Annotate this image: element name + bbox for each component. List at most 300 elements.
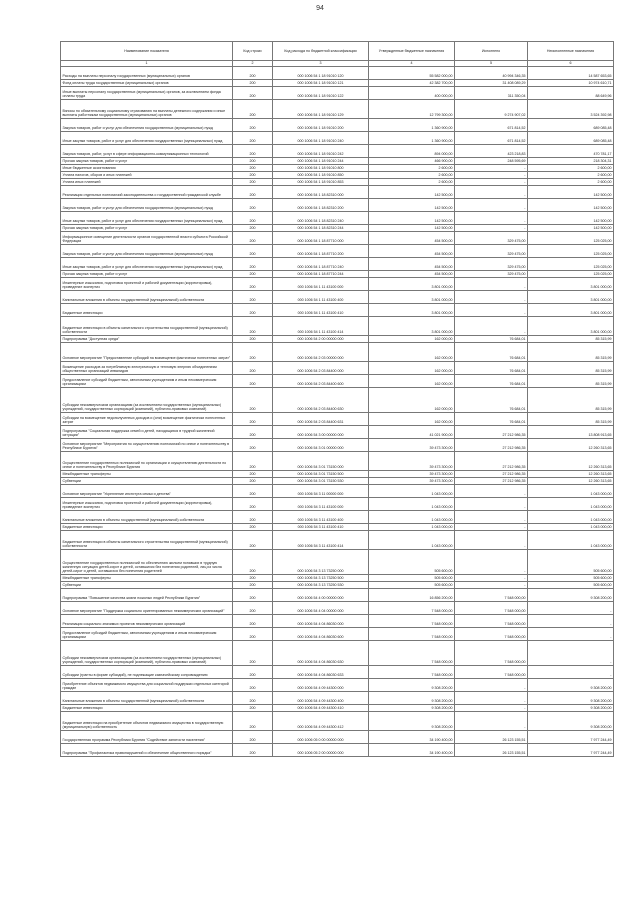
- table-row: [61, 374, 614, 387]
- row-approved-cell: 1 043 000,00: [369, 484, 455, 497]
- row-approved-cell: 454 500,00: [369, 244, 455, 257]
- row-name-cell: Подпрограмма "Социальная поддержка семей и детей, находящихся в трудной жизненной ситуации": [61, 425, 233, 438]
- row-line-code-cell: 200: [233, 157, 273, 164]
- row-approved-cell: 3 801 000,00: [369, 277, 455, 290]
- row-executed-cell: -: [455, 704, 528, 711]
- row-line-code-cell: 200: [233, 361, 273, 374]
- row-approved-cell: 454 500,00: [369, 231, 455, 244]
- row-executed-cell: -: [455, 523, 528, 530]
- row-name-cell: Иные выплаты персоналу государственных (муниципальных) органов, за исключением фонда оплаты труда: [61, 86, 233, 99]
- row-approved-cell: 7 548 000,00: [369, 640, 455, 665]
- row-line-code-cell: 200: [233, 387, 273, 412]
- row-executed-cell: 76 684,01: [455, 342, 528, 361]
- table-row: [61, 412, 614, 425]
- row-name-cell: Субсидии (гранты в форме субсидий), не подлежащие казначейскому сопровождению: [61, 665, 233, 678]
- row-unexecuted-cell: 9 308 200,00: [528, 678, 614, 691]
- row-line-code-cell: 200: [233, 231, 273, 244]
- row-unexecuted-cell: 470 781,17: [528, 144, 614, 157]
- row-executed-cell: -: [455, 549, 528, 574]
- row-line-code-cell: 200: [233, 627, 273, 640]
- row-approved-cell: 454 500,00: [369, 270, 455, 277]
- row-budget-code-cell: 000 1006 54 2 03 84400 600: [273, 374, 369, 387]
- row-line-code-cell: 200: [233, 601, 273, 614]
- row-unexecuted-cell: 85 315,99: [528, 387, 614, 412]
- column-number: 3: [273, 61, 369, 67]
- table-row: [61, 588, 614, 601]
- row-unexecuted-cell: 3 801 000,00: [528, 316, 614, 335]
- row-name-cell: Бюджетные инвестиции на приобретение объектов недвижимого имущества в государственную (муниципальную) собственность: [61, 711, 233, 730]
- header-unexecuted: Неисполненные назначения: [528, 42, 614, 61]
- row-unexecuted-cell: 85 315,99: [528, 342, 614, 361]
- row-executed-cell: -: [455, 678, 528, 691]
- row-line-code-cell: 200: [233, 211, 273, 224]
- row-approved-cell: 142 500,00: [369, 211, 455, 224]
- column-number: 4: [369, 61, 455, 67]
- row-budget-code-cell: 000 1006 54 4 04 86030 630: [273, 640, 369, 665]
- table-row: [61, 342, 614, 361]
- row-budget-code-cell: 000 1006 05 0 00 00000 000: [273, 730, 369, 743]
- row-name-cell: Информационное освещение деятельности органов государственной власти субъекта Российской Федерации: [61, 231, 233, 244]
- row-line-code-cell: 200: [233, 691, 273, 704]
- row-executed-cell: -: [455, 510, 528, 523]
- row-budget-code-cell: 000 1006 54 1 18 91010 240: [273, 131, 369, 144]
- row-name-cell: Уплата налогов, сборов и иных платежей: [61, 171, 233, 178]
- row-unexecuted-cell: 2 600,00: [528, 171, 614, 178]
- row-name-cell: Иные бюджетные ассигнования: [61, 164, 233, 171]
- row-name-cell: Возмещение расходов за потребляемую электрическую и тепловую энергию объединениям общественных организаций инвалидов: [61, 361, 233, 374]
- row-name-cell: Основное мероприятие "Мероприятия по осуществлению полномочий по опеке и попечительству в Республике Бурятия": [61, 438, 233, 451]
- row-approved-cell: 162 000,00: [369, 361, 455, 374]
- row-executed-cell: 329 475,00: [455, 231, 528, 244]
- row-name-cell: Капитальные вложения в объекты государственной (муниципальной) собственности: [61, 510, 233, 523]
- row-line-code-cell: 200: [233, 425, 273, 438]
- row-unexecuted-cell: 3 801 000,00: [528, 290, 614, 303]
- header-line-code: Код строки: [233, 42, 273, 61]
- table-row: [61, 66, 614, 79]
- row-name-cell: Расходы на выплаты персоналу государственных (муниципальных) органов: [61, 66, 233, 79]
- row-budget-code-cell: 000 1006 54 3 11 43100 400: [273, 510, 369, 523]
- table-row: [61, 730, 614, 743]
- row-executed-cell: 76 684,01: [455, 412, 528, 425]
- row-unexecuted-cell: 3 524 392,98: [528, 99, 614, 118]
- row-line-code-cell: 200: [233, 412, 273, 425]
- table-row: [61, 497, 614, 510]
- row-executed-cell: 7 548 000,00: [455, 665, 528, 678]
- row-budget-code-cell: 000 1006 54 4 04 00000 000: [273, 601, 369, 614]
- row-line-code-cell: 200: [233, 743, 273, 756]
- row-name-cell: Субсидии некоммерческим организациям (за исключением государственных (муниципальных) учреждений, государственных корпораций (компаний), публично-правовых компаний): [61, 640, 233, 665]
- table-row: [61, 640, 614, 665]
- row-name-cell: Фонд оплаты труда государственных (муниципальных) органов: [61, 79, 233, 86]
- table-row: [61, 270, 614, 277]
- row-budget-code-cell: 000 1006 54 1 18 91010 129: [273, 99, 369, 118]
- row-budget-code-cell: 000 1006 54 1 18 87710 244: [273, 270, 369, 277]
- row-name-cell: Бюджетные инвестиции: [61, 704, 233, 711]
- row-line-code-cell: 200: [233, 581, 273, 588]
- column-number: 2: [233, 61, 273, 67]
- row-budget-code-cell: 000 1006 54 3 11 43100 410: [273, 523, 369, 530]
- row-executed-cell: 7 548 000,00: [455, 588, 528, 601]
- row-unexecuted-cell: 88 649,96: [528, 86, 614, 99]
- row-name-cell: Закупка товаров, работ и услуг для обеспечения государственных (муниципальных) нужд: [61, 118, 233, 131]
- header-approved: Утвержденные бюджетные назначения: [369, 42, 455, 61]
- row-executed-cell: 671 814,52: [455, 131, 528, 144]
- row-unexecuted-cell: 12 260 313,65: [528, 470, 614, 477]
- row-approved-cell: 9 308 200,00: [369, 704, 455, 711]
- table-row: [61, 574, 614, 581]
- row-budget-code-cell: 000 1006 54 2 03 84400 630: [273, 387, 369, 412]
- row-unexecuted-cell: 7 977 244,49: [528, 743, 614, 756]
- row-unexecuted-cell: 125 025,00: [528, 270, 614, 277]
- row-budget-code-cell: 000 1006 54 3 11 00000 000: [273, 484, 369, 497]
- table-row: [61, 257, 614, 270]
- row-approved-cell: 162 000,00: [369, 335, 455, 342]
- row-unexecuted-cell: 505 600,00: [528, 549, 614, 574]
- row-budget-code-cell: 000 1006 54 1 11 43100 410: [273, 303, 369, 316]
- row-budget-code-cell: 000 1006 54 4 09 44300 410: [273, 704, 369, 711]
- row-approved-cell: 162 000,00: [369, 387, 455, 412]
- row-approved-cell: 1 360 900,00: [369, 131, 455, 144]
- row-budget-code-cell: 000 1006 54 4 04 86030 633: [273, 665, 369, 678]
- table-row: [61, 523, 614, 530]
- table-row: [61, 224, 614, 231]
- row-executed-cell: -: [455, 497, 528, 510]
- table-row: [61, 704, 614, 711]
- row-unexecuted-cell: 2 600,00: [528, 178, 614, 185]
- row-name-cell: Подпрограмма "Доступная среда": [61, 335, 233, 342]
- row-approved-cell: 894 000,00: [369, 144, 455, 157]
- row-unexecuted-cell: 3 801 000,00: [528, 303, 614, 316]
- row-unexecuted-cell: 125 025,00: [528, 244, 614, 257]
- row-executed-cell: -: [455, 171, 528, 178]
- row-unexecuted-cell: 505 600,00: [528, 581, 614, 588]
- row-approved-cell: 39 473 300,00: [369, 470, 455, 477]
- column-number: 1: [61, 61, 233, 67]
- row-approved-cell: 2 600,00: [369, 164, 455, 171]
- row-name-cell: Основное мероприятие "Предоставление субсидий на возмещение фактически понесенных затрат": [61, 342, 233, 361]
- row-executed-cell: -: [455, 211, 528, 224]
- row-name-cell: Межбюджетные трансферты: [61, 470, 233, 477]
- budget-execution-table: [60, 41, 614, 757]
- column-number: 6: [528, 61, 614, 67]
- row-budget-code-cell: 000 1006 54 1 11 43100 400: [273, 290, 369, 303]
- row-budget-code-cell: 000 1006 54 1 18 91010 853: [273, 178, 369, 185]
- table-row: [61, 118, 614, 131]
- row-executed-cell: -: [455, 290, 528, 303]
- row-unexecuted-cell: -: [528, 614, 614, 627]
- table-row: [61, 79, 614, 86]
- table-row: [61, 470, 614, 477]
- row-name-cell: Прочая закупка товаров, работ и услуг: [61, 157, 233, 164]
- row-name-cell: Субвенции: [61, 581, 233, 588]
- row-approved-cell: 505 600,00: [369, 574, 455, 581]
- row-unexecuted-cell: 1 043 000,00: [528, 523, 614, 530]
- table-row: [61, 86, 614, 99]
- row-name-cell: Основное мероприятие "Поддержка социально ориентированных некоммерческих организаций": [61, 601, 233, 614]
- row-budget-code-cell: 000 1006 54 1 18 91010 244: [273, 157, 369, 164]
- row-name-cell: Подпрограмма "Повышение качества жизни пожилых людей Республики Бурятия": [61, 588, 233, 601]
- table-row: [61, 477, 614, 484]
- row-unexecuted-cell: 142 500,00: [528, 198, 614, 211]
- table-row: [61, 316, 614, 335]
- row-budget-code-cell: 000 1006 54 4 00 00000 000: [273, 588, 369, 601]
- table-row: [61, 131, 614, 144]
- row-unexecuted-cell: 689 085,48: [528, 118, 614, 131]
- row-name-cell: Инженерные изыскания, подготовка проектной и рабочей документации (корректировка), проведение экспертиз: [61, 277, 233, 290]
- row-executed-cell: -: [455, 530, 528, 549]
- row-executed-cell: 27 212 986,35: [455, 438, 528, 451]
- table-row: [61, 510, 614, 523]
- row-executed-cell: 329 475,00: [455, 270, 528, 277]
- row-name-cell: Субвенции: [61, 477, 233, 484]
- row-approved-cell: 162 000,00: [369, 412, 455, 425]
- row-budget-code-cell: 000 1006 54 1 18 82310 244: [273, 224, 369, 231]
- table-row: [61, 290, 614, 303]
- row-budget-code-cell: 000 1006 54 1 18 82310 240: [273, 211, 369, 224]
- row-budget-code-cell: 000 1006 54 1 18 91010 242: [273, 144, 369, 157]
- row-unexecuted-cell: 218 304,31: [528, 157, 614, 164]
- row-unexecuted-cell: 3 801 000,00: [528, 277, 614, 290]
- row-unexecuted-cell: 12 260 313,65: [528, 451, 614, 470]
- row-name-cell: Приобретение объектов недвижимого имущества для социальной поддержки отдельных категорий граждан: [61, 678, 233, 691]
- row-name-cell: Иные закупки товаров, работ и услуг для обеспечения государственных (муниципальных) нужд: [61, 257, 233, 270]
- row-executed-cell: 7 548 000,00: [455, 601, 528, 614]
- table-row: [61, 335, 614, 342]
- row-executed-cell: 76 684,01: [455, 374, 528, 387]
- row-line-code-cell: 200: [233, 484, 273, 497]
- row-executed-cell: 31 408 089,29: [455, 79, 528, 86]
- row-unexecuted-cell: 125 025,00: [528, 257, 614, 270]
- row-approved-cell: 142 500,00: [369, 198, 455, 211]
- row-budget-code-cell: 000 1006 54 4 04 86030 600: [273, 627, 369, 640]
- row-approved-cell: 9 308 200,00: [369, 691, 455, 704]
- row-executed-cell: -: [455, 224, 528, 231]
- row-unexecuted-cell: 9 308 200,00: [528, 588, 614, 601]
- row-unexecuted-cell: 7 977 244,49: [528, 730, 614, 743]
- row-approved-cell: 39 473 300,00: [369, 438, 455, 451]
- row-line-code-cell: 200: [233, 523, 273, 530]
- row-approved-cell: 1 043 000,00: [369, 497, 455, 510]
- row-unexecuted-cell: 85 315,99: [528, 361, 614, 374]
- row-unexecuted-cell: 9 308 200,00: [528, 711, 614, 730]
- row-unexecuted-cell: -: [528, 640, 614, 665]
- page-number: 94: [316, 5, 324, 12]
- table-row: [61, 211, 614, 224]
- row-budget-code-cell: 000 1006 54 1 18 91010 122: [273, 86, 369, 99]
- row-executed-cell: 7 548 000,00: [455, 614, 528, 627]
- row-unexecuted-cell: 505 600,00: [528, 574, 614, 581]
- row-unexecuted-cell: 9 308 200,00: [528, 704, 614, 711]
- row-line-code-cell: 200: [233, 144, 273, 157]
- row-budget-code-cell: 000 1006 54 3 01 73150 530: [273, 477, 369, 484]
- row-line-code-cell: 200: [233, 711, 273, 730]
- row-approved-cell: 162 000,00: [369, 342, 455, 361]
- row-executed-cell: -: [455, 711, 528, 730]
- row-name-cell: Осуществление государственных полномочий по организации и осуществлению деятельности по опеке и попечительству в Республике Бурятия: [61, 451, 233, 470]
- row-approved-cell: 505 600,00: [369, 549, 455, 574]
- row-unexecuted-cell: 125 025,00: [528, 231, 614, 244]
- row-line-code-cell: 200: [233, 86, 273, 99]
- row-name-cell: Прочая закупка товаров, работ и услуг: [61, 224, 233, 231]
- table-row: [61, 549, 614, 574]
- table-header-row: [61, 42, 614, 61]
- row-line-code-cell: 200: [233, 640, 273, 665]
- row-name-cell: Подпрограмма "Профилактика правонарушений и обеспечение общественного порядка": [61, 743, 233, 756]
- row-approved-cell: 142 500,00: [369, 185, 455, 198]
- row-approved-cell: 2 600,00: [369, 171, 455, 178]
- header-indicator-name: Наименование показателя: [61, 42, 233, 61]
- row-line-code-cell: 200: [233, 79, 273, 86]
- row-name-cell: Бюджетные инвестиции в объекты капитального строительства государственной (муниципальной) собственности: [61, 530, 233, 549]
- row-unexecuted-cell: 1 043 000,00: [528, 510, 614, 523]
- row-budget-code-cell: 000 1006 54 3 01 00000 000: [273, 438, 369, 451]
- table-row: [61, 711, 614, 730]
- table-row: [61, 157, 614, 164]
- row-approved-cell: 55 582 000,00: [369, 66, 455, 79]
- table-row: [61, 164, 614, 171]
- table-row: [61, 361, 614, 374]
- table-row: [61, 691, 614, 704]
- row-name-cell: Бюджетные инвестиции: [61, 303, 233, 316]
- table-row: [61, 627, 614, 640]
- row-budget-code-cell: 000 1006 54 3 11 43100 000: [273, 497, 369, 510]
- table-row: [61, 678, 614, 691]
- row-approved-cell: 39 473 300,00: [369, 451, 455, 470]
- row-approved-cell: 3 801 000,00: [369, 290, 455, 303]
- row-approved-cell: 2 600,00: [369, 178, 455, 185]
- row-unexecuted-cell: 85 315,99: [528, 412, 614, 425]
- row-line-code-cell: 200: [233, 678, 273, 691]
- row-unexecuted-cell: 12 260 313,65: [528, 477, 614, 484]
- table-row: [61, 387, 614, 412]
- row-executed-cell: 27 212 986,35: [455, 425, 528, 438]
- row-line-code-cell: 200: [233, 342, 273, 361]
- row-line-code-cell: 200: [233, 178, 273, 185]
- row-approved-cell: 42 382 700,00: [369, 79, 455, 86]
- row-name-cell: Уплата иных платежей: [61, 178, 233, 185]
- row-line-code-cell: 200: [233, 270, 273, 277]
- row-executed-cell: 76 684,01: [455, 387, 528, 412]
- table-row: [61, 144, 614, 157]
- row-approved-cell: 3 801 000,00: [369, 316, 455, 335]
- row-budget-code-cell: 000 1006 54 4 09 44300 000: [273, 678, 369, 691]
- row-unexecuted-cell: 689 085,48: [528, 131, 614, 144]
- row-name-cell: Бюджетные инвестиции: [61, 523, 233, 530]
- row-line-code-cell: 200: [233, 510, 273, 523]
- row-unexecuted-cell: 142 500,00: [528, 185, 614, 198]
- row-unexecuted-cell: 1 043 000,00: [528, 484, 614, 497]
- row-executed-cell: 329 475,00: [455, 257, 528, 270]
- row-line-code-cell: 200: [233, 665, 273, 678]
- row-name-cell: Капитальные вложения в объекты государственной (муниципальной) собственности: [61, 290, 233, 303]
- row-approved-cell: 1 043 000,00: [369, 510, 455, 523]
- row-name-cell: Иные закупки товаров, работ и услуг для обеспечения государственных (муниципальных) нужд: [61, 211, 233, 224]
- row-budget-code-cell: 000 1006 54 3 01 73150 000: [273, 451, 369, 470]
- row-name-cell: Предоставление субсидий бюджетным, автономным учреждениям и иным некоммерческим организациям: [61, 374, 233, 387]
- row-approved-cell: 7 548 000,00: [369, 627, 455, 640]
- row-approved-cell: 3 801 000,00: [369, 303, 455, 316]
- row-executed-cell: -: [455, 574, 528, 581]
- row-budget-code-cell: 000 1006 54 1 11 43100 414: [273, 316, 369, 335]
- row-approved-cell: 7 548 000,00: [369, 601, 455, 614]
- table-row: [61, 451, 614, 470]
- row-approved-cell: 1 043 000,00: [369, 530, 455, 549]
- row-budget-code-cell: 000 1006 54 3 11 43100 414: [273, 530, 369, 549]
- table-row: [61, 178, 614, 185]
- row-budget-code-cell: 000 1006 54 2 03 84400 631: [273, 412, 369, 425]
- row-approved-cell: 400 000,00: [369, 86, 455, 99]
- row-line-code-cell: 200: [233, 257, 273, 270]
- row-line-code-cell: 200: [233, 198, 273, 211]
- header-budget-code: Код расхода по бюджетной классификации: [273, 42, 369, 61]
- row-line-code-cell: 200: [233, 530, 273, 549]
- row-budget-code-cell: 000 1006 54 1 18 87710 000: [273, 231, 369, 244]
- row-budget-code-cell: 000 1006 54 1 18 87710 240: [273, 257, 369, 270]
- table-row: [61, 244, 614, 257]
- table-row: [61, 601, 614, 614]
- table-row: [61, 581, 614, 588]
- row-budget-code-cell: 000 1006 54 3 00 00000 000: [273, 425, 369, 438]
- row-line-code-cell: 200: [233, 118, 273, 131]
- row-line-code-cell: 200: [233, 374, 273, 387]
- row-budget-code-cell: 000 1006 54 1 18 91010 121: [273, 79, 369, 86]
- row-name-cell: Предоставление субсидий бюджетным, автономным учреждениям и иным некоммерческим организациям: [61, 627, 233, 640]
- row-executed-cell: -: [455, 198, 528, 211]
- row-unexecuted-cell: 12 260 313,65: [528, 438, 614, 451]
- row-name-cell: Закупка товаров, работ и услуг для обеспечения государственных (муниципальных) нужд: [61, 244, 233, 257]
- row-budget-code-cell: 000 1006 54 3 13 73250 500: [273, 574, 369, 581]
- row-budget-code-cell: 000 1006 54 1 18 91010 200: [273, 118, 369, 131]
- row-executed-cell: -: [455, 691, 528, 704]
- row-budget-code-cell: 000 1006 54 1 18 91010 120: [273, 66, 369, 79]
- table-row: [61, 743, 614, 756]
- row-approved-cell: 7 548 000,00: [369, 665, 455, 678]
- row-line-code-cell: 200: [233, 614, 273, 627]
- row-line-code-cell: 200: [233, 316, 273, 335]
- row-name-cell: Субсидии некоммерческим организациям (за исключением государственных (муниципальных) учреждений, государственных корпораций (компаний), публично-правовых компаний): [61, 387, 233, 412]
- row-approved-cell: 162 000,00: [369, 374, 455, 387]
- row-unexecuted-cell: 85 315,99: [528, 335, 614, 342]
- row-approved-cell: 1 043 000,00: [369, 523, 455, 530]
- row-approved-cell: 12 799 300,00: [369, 99, 455, 118]
- row-line-code-cell: 200: [233, 277, 273, 290]
- row-executed-cell: 27 212 986,35: [455, 451, 528, 470]
- row-line-code-cell: 200: [233, 704, 273, 711]
- row-line-code-cell: 200: [233, 303, 273, 316]
- row-line-code-cell: 200: [233, 171, 273, 178]
- column-number: 5: [455, 61, 528, 67]
- table-row: [61, 277, 614, 290]
- row-line-code-cell: 200: [233, 574, 273, 581]
- row-executed-cell: -: [455, 185, 528, 198]
- row-name-cell: Реализация отдельных полномочий законодательства о государственной гражданской службе: [61, 185, 233, 198]
- table-row: [61, 303, 614, 316]
- row-executed-cell: 26 123 155,51: [455, 730, 528, 743]
- row-name-cell: Основное мероприятие "Укрепление института семьи и детства": [61, 484, 233, 497]
- row-line-code-cell: 200: [233, 131, 273, 144]
- row-line-code-cell: 200: [233, 470, 273, 477]
- table-row: [61, 99, 614, 118]
- row-line-code-cell: 200: [233, 99, 273, 118]
- row-executed-cell: 9 274 907,02: [455, 99, 528, 118]
- row-unexecuted-cell: 1 043 000,00: [528, 497, 614, 510]
- row-name-cell: Субсидии на возмещение недополученных доходов и (или) возмещение фактически понесенных затрат: [61, 412, 233, 425]
- row-executed-cell: 311 350,04: [455, 86, 528, 99]
- row-executed-cell: -: [455, 316, 528, 335]
- row-approved-cell: 9 308 200,00: [369, 678, 455, 691]
- row-line-code-cell: 200: [233, 549, 273, 574]
- row-executed-cell: 27 212 986,35: [455, 470, 528, 477]
